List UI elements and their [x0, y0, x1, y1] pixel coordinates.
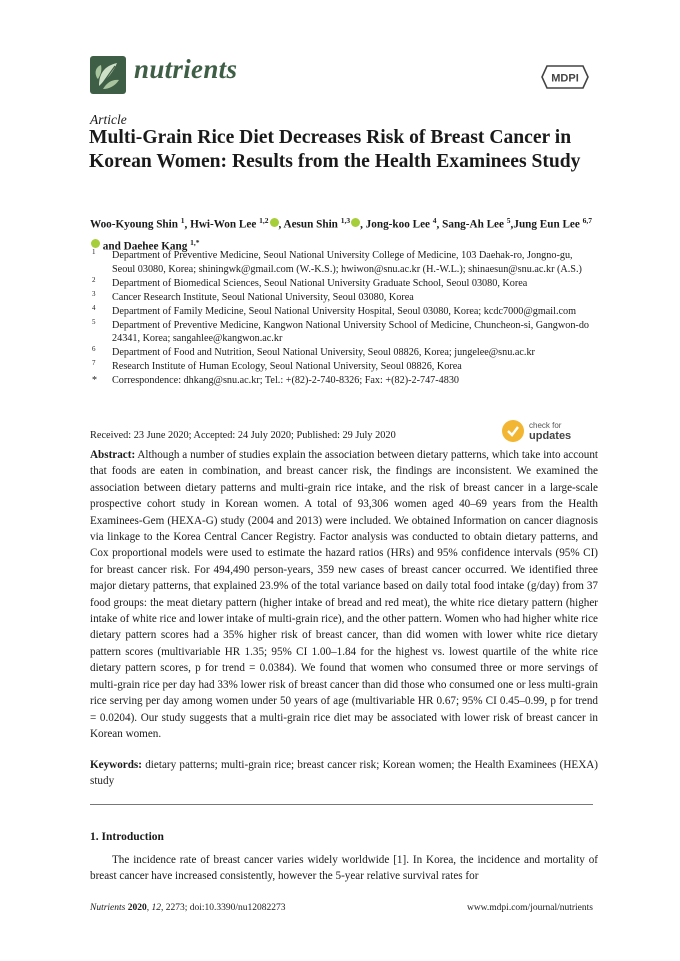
footer-volume: 12 [151, 903, 161, 913]
affiliation-item [92, 374, 592, 388]
paragraph-text-2: ]. In Korea, the incidence and mortality of breast cancer have increased consistently, however the 5-year relative survival rates for [90, 854, 598, 883]
check-for-updates-button[interactable] [502, 419, 598, 445]
article-type: Article [90, 112, 127, 127]
check-updates-label-2: updates [529, 430, 572, 442]
article-title: Multi-Grain Rice Diet Decreases Risk of Breast Cancer in Korean Women: Results from the Health Examinees Study [89, 127, 581, 172]
affiliation-number: 5 [92, 317, 96, 326]
affiliation-text: Department of Family Medicine, Seoul National University Hospital, Seoul 03080, Korea; kcdc7000@gmail.com [112, 305, 577, 317]
journal-name: nutrients [134, 54, 238, 84]
section-title: 1. Introduction [90, 831, 164, 843]
affiliation-text: Cancer Research Institute, Seoul National University, Seoul 03080, Korea [112, 291, 414, 303]
affiliation-number: 6 [92, 345, 96, 354]
check-updates-label-1: check for [529, 421, 562, 430]
paragraph-text-1: The incidence rate of breast cancer varies widely worldwide [ [112, 854, 397, 866]
affiliation-number: 2 [92, 275, 96, 284]
author-separator: , [278, 218, 284, 231]
author-separator: , [184, 218, 191, 231]
check-updates-icon [502, 420, 524, 442]
section-paragraph [90, 852, 598, 885]
author-affiliation-mark: 5 [506, 216, 511, 225]
abstract-text: Although a number of studies explain the association between dietary patterns, which take into account that foods are eaten in combination, and breast cancer risk, the findings are inconsistent. We examined the association between dietary patterns and multi-grain rice intake, and the risk of breast cancer in a large-scale prospective cohort study in Korean women. A total of 93,306 women aged 40–69 years from the Health Examinees-Gem (HEXA-G) study (2004 and 2013) were included. We obtained Information on cancer diagnosis via linkage to the Korea Central Cancer Registry. Factor analysis was conducted to obtain dietary patterns, and Cox proportional models were used to estimate the hazard ratios (HRs) and 95% confidence intervals (95% CI) for breast cancer risk. For 494,490 person-years, 359 new cases of breast cancer occurred. We identified three major dietary patterns, that explained 23.9% of the total variance based on daily total food intake (g/day) from 37 food groups: the meat dietary pattern (higher intake of bread and red meat), the white rice dietary pattern (higher intake of white rice and lower intake of multi-grain rice), and the other pattern. Women who had higher white rice dietary pattern scores had a 35% higher risk of breast cancer, than did women with lower white rice dietary pattern scores (multivariable HR 1.35; 95% CI 1.00–1.84 for the highest vs. lowest quartile of the white rice dietary pattern scores, p for trend = 0.0384). We found that women who consumed three or more servings of multi-grain rice per day had 33% lower risk of breast cancer than did those who consumed one or less multi-grain rice serving per day among women under 50 years of age (multivariable HR 0.67; 95% CI 0.45–0.99, p for trend = 0.0204). Our study suggests that a multi-grain rice diet may be associated with lower risk of breast cancer in Korean women. [90, 449, 598, 740]
affiliation-item [92, 346, 592, 360]
affiliation-number: 7 [92, 359, 96, 368]
orcid-icon[interactable] [270, 218, 279, 227]
author-name: Hwi-Won Lee [190, 218, 260, 231]
affiliation-text: Correspondence: dhkang@snu.ac.kr; Tel.: +(82)-2-740-8326; Fax: +(82)-2-747-4830 [112, 375, 460, 387]
footer-doi: , 2273; doi:10.3390/nu12082273 [161, 903, 286, 913]
reference-link[interactable]: 1 [396, 854, 403, 866]
abstract [90, 447, 598, 742]
keywords-text: dietary patterns; multi-grain rice; breast cancer risk; Korean women; the Health Examinees (HEXA) study [90, 759, 598, 788]
affiliation-text: Department of Food and Nutrition, Seoul National University, Seoul 08826, Korea; jungelee@snu.ac.kr [112, 347, 535, 359]
affiliation-text: Department of Preventive Medicine, Seoul National University College of Medicine, 103 Daehak-ro, Jongno-gu, Seoul 03080, Korea; shiningwk@gmail.com (W.-K.S.); hwiwon@snu.ac.kr (H.-W.L.); shinaesun@snu.ac.kr (A.S.) [112, 250, 582, 275]
affiliation-number: * [92, 375, 97, 387]
author-name: Aesun Shin [283, 218, 341, 231]
orcid-icon[interactable] [351, 218, 360, 227]
author-name: Jung Eun Lee [513, 218, 583, 231]
affiliation-item [92, 277, 592, 291]
journal-logo [90, 56, 126, 94]
footer-citation: Nutrients 2020, 12, 2273; doi:10.3390/nu12082273 [90, 903, 286, 913]
author-separator: , [510, 218, 514, 231]
author-name: Jong-koo Lee [365, 218, 433, 231]
keywords [90, 757, 598, 790]
footer-url[interactable]: www.mdpi.com/journal/nutrients [466, 903, 593, 913]
footer-journal: Nutrients [90, 903, 126, 913]
author-name: Woo-Kyoung Shin [90, 218, 181, 231]
affiliation-item [92, 319, 592, 347]
affiliation-list [92, 249, 592, 388]
author-affiliation-mark: 1,2 [259, 216, 269, 225]
author-separator: , [436, 218, 443, 231]
author-name: Sang-Ah Lee [442, 218, 507, 231]
footer-year: 2020 [127, 903, 147, 913]
affiliation-text: Research Institute of Human Ecology, Seoul National University, Seoul 08826, Korea [112, 361, 462, 373]
affiliation-text: Department of Preventive Medicine, Kangwon National University School of Medicine, Chuncheon-si, Gangwon-do 24341, Korea; sangahlee@kangwon.ac.kr [112, 319, 590, 345]
affiliation-item [92, 305, 592, 319]
author-separator: , [360, 218, 366, 231]
affiliation-number: 1 [92, 248, 96, 256]
affiliation-number: 3 [92, 289, 96, 298]
affiliation-item [92, 291, 592, 305]
affiliation-item [92, 249, 592, 277]
author-affiliation-mark: 6,7 [582, 216, 593, 225]
affiliation-number: 4 [92, 303, 96, 312]
author-affiliation-mark: 1,3 [340, 216, 351, 225]
mdpi-logo [541, 65, 589, 89]
keywords-label: Keywords: [90, 759, 142, 771]
author-affiliation-mark: 4 [432, 216, 437, 225]
section-divider [90, 804, 593, 805]
publication-dates: Received: 23 June 2020; Accepted: 24 July 2020; Published: 29 July 2020 [90, 430, 396, 441]
author-affiliation-mark: 1 [180, 216, 185, 225]
author-name: Daehee Kang [123, 240, 191, 253]
abstract-label: Abstract: [90, 449, 136, 461]
author-separator: and [100, 240, 124, 253]
mdpi-label: MDPI [551, 72, 579, 85]
affiliation-text: Department of Biomedical Sciences, Seoul National University Graduate School, Seoul 03080, Korea [112, 277, 528, 289]
affiliation-item [92, 360, 592, 374]
author-affiliation-mark: 1,* [190, 237, 200, 247]
